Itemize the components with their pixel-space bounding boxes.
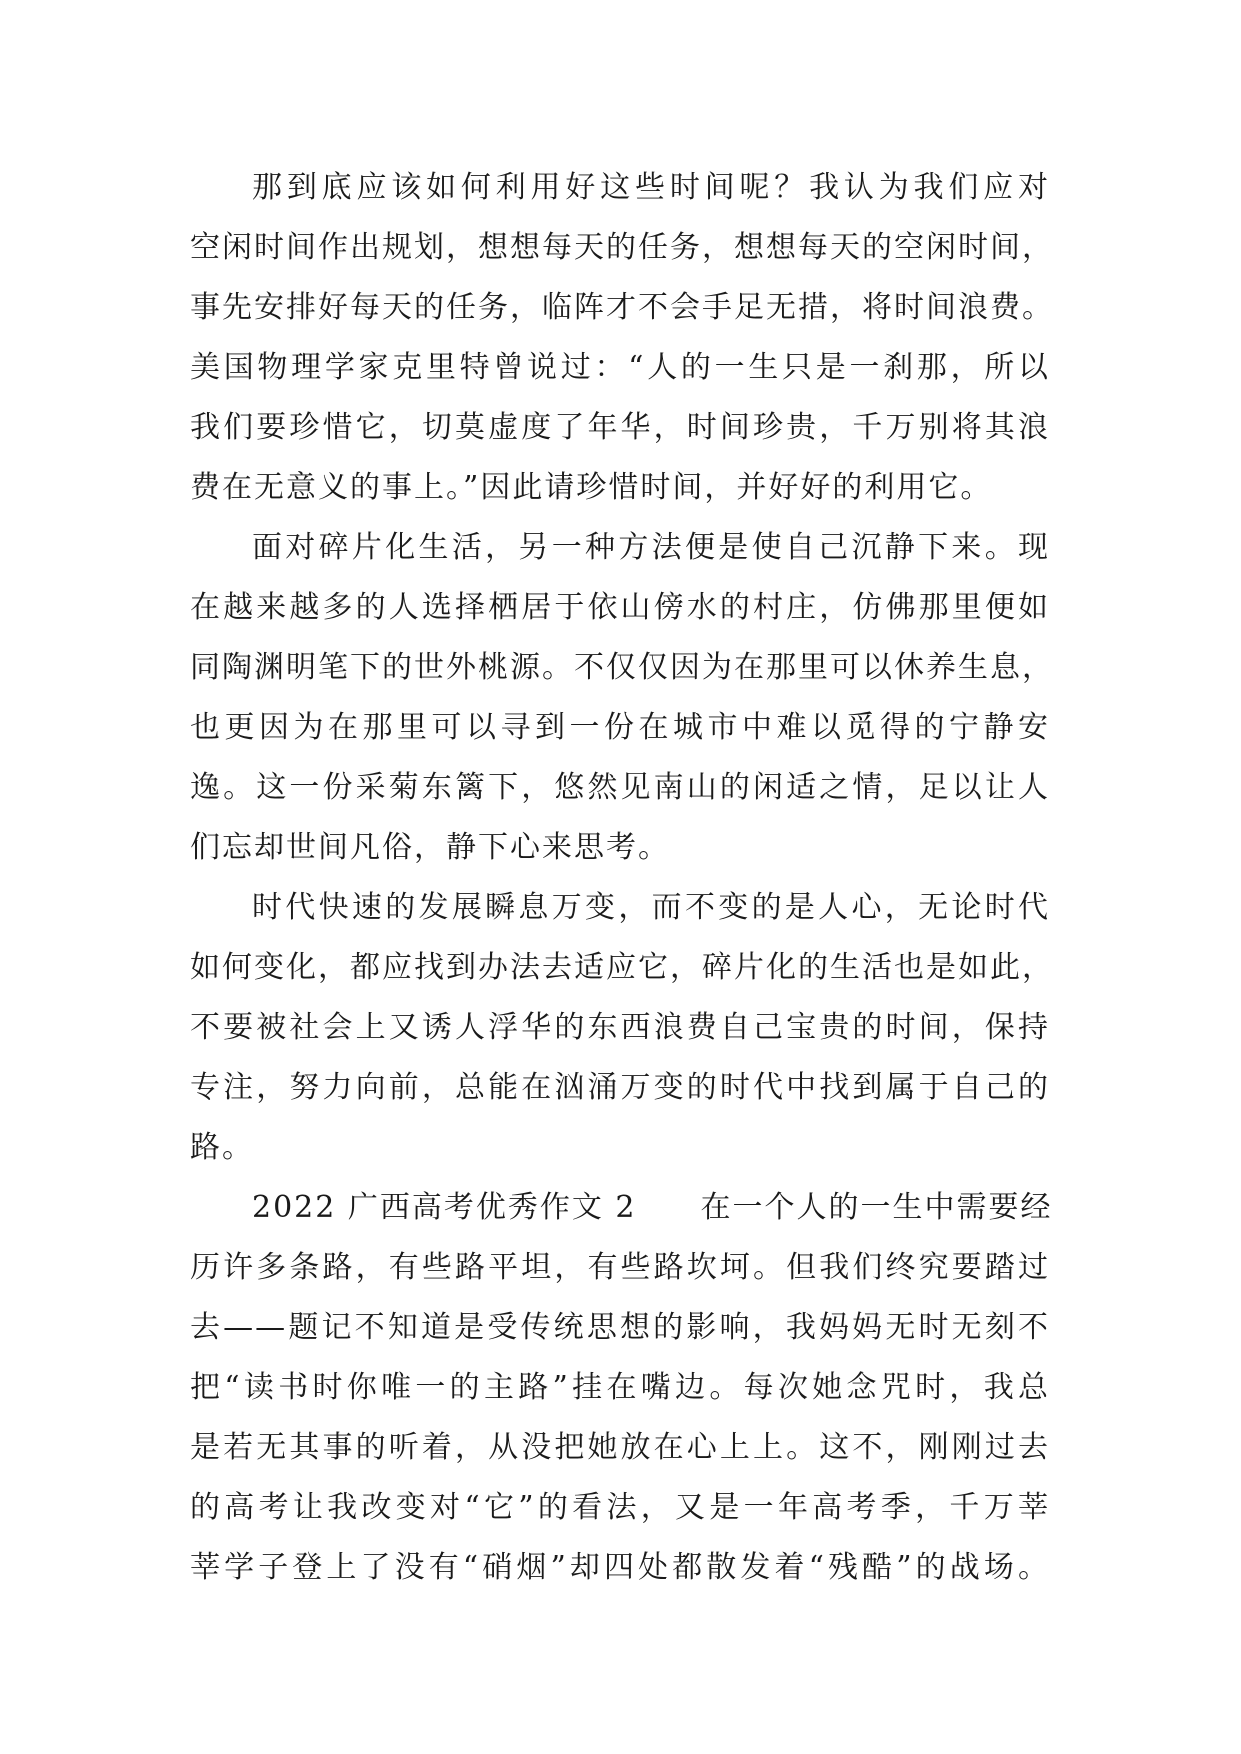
text-line: 面对碎片化生活，另一种方法便是使自己沉静下来。现 bbox=[252, 530, 1050, 565]
text-line: 是若无其事的听着，从没把她放在心上上。这不，刚刚过去 bbox=[190, 1430, 1050, 1465]
paragraph bbox=[190, 878, 1054, 1178]
text-line: 把“读书时你唯一的主路”挂在嘴边。每次她念咒时，我总 bbox=[190, 1370, 1050, 1405]
text-line: 在越来越多的人选择栖居于依山傍水的村庄，仿佛那里便如 bbox=[190, 590, 1050, 625]
text-line: 费在无意义的事上。”因此请珍惜时间，并好好的利用它。 bbox=[190, 470, 993, 505]
text-line: 事先安排好每天的任务，临阵才不会手足无措，将时间浪费。 bbox=[190, 290, 1054, 325]
text-line: 不要被社会上又诱人浮华的东西浪费自己宝贵的时间，保持 bbox=[190, 1010, 1050, 1045]
text-line: 去——题记不知道是受传统思想的影响，我妈妈无时无刻不 bbox=[190, 1310, 1050, 1345]
text-line: 时代快速的发展瞬息万变，而不变的是人心，无论时代 bbox=[252, 890, 1050, 925]
paragraph bbox=[190, 518, 1054, 878]
text-line: 专注，努力向前，总能在汹涌万变的时代中找到属于自己的 bbox=[190, 1070, 1050, 1105]
text-line: 我们要珍惜它，切莫虚度了年华，时间珍贵，千万别将其浪 bbox=[190, 410, 1050, 445]
paragraph bbox=[190, 158, 1054, 518]
text-line: 2022 广西高考优秀作文 2 在一个人的一生中需要经 bbox=[252, 1190, 1053, 1225]
paragraph bbox=[190, 1178, 1053, 1598]
text-line: 的高考让我改变对“它”的看法，又是一年高考季，千万莘 bbox=[190, 1490, 1050, 1525]
text-line: 也更因为在那里可以寻到一份在城市中难以觅得的宁静安 bbox=[190, 710, 1050, 745]
text-line: 莘学子登上了没有“硝烟”却四处都散发着“残酷”的战场。 bbox=[190, 1550, 1050, 1585]
text-line: 空闲时间作出规划，想想每天的任务，想想每天的空闲时间， bbox=[190, 230, 1054, 265]
text-line: 路。 bbox=[190, 1130, 254, 1165]
text-line: 历许多条路，有些路平坦，有些路坎坷。但我们终究要踏过 bbox=[190, 1250, 1050, 1285]
text-line: 美国物理学家克里特曾说过：“人的一生只是一刹那，所以 bbox=[190, 350, 1050, 385]
text-line: 同陶渊明笔下的世外桃源。不仅仅因为在那里可以休养生息， bbox=[190, 650, 1054, 685]
text-line: 那到底应该如何利用好这些时间呢？我认为我们应对 bbox=[252, 170, 1050, 205]
text-line: 们忘却世间凡俗，静下心来思考。 bbox=[190, 830, 670, 865]
text-line: 逸。这一份采菊东篱下，悠然见南山的闲适之情，足以让人 bbox=[190, 770, 1050, 805]
text-line: 如何变化，都应找到办法去适应它，碎片化的生活也是如此， bbox=[190, 950, 1054, 985]
essay-body bbox=[190, 158, 1054, 1598]
